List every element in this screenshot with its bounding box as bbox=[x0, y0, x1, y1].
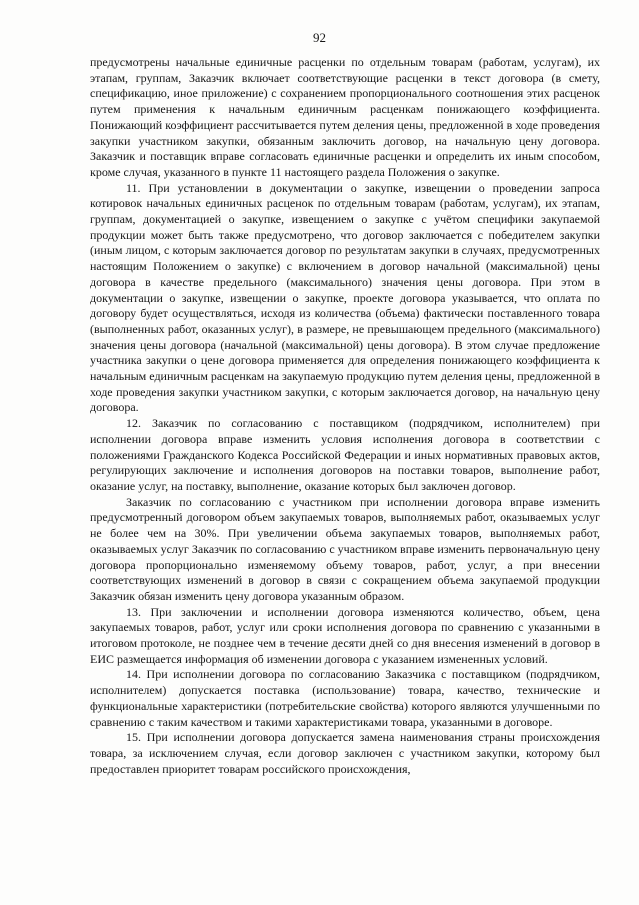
document-body bbox=[90, 55, 600, 777]
paragraph-11: 11. При установлении в документации о закупке, извещении о проведении запроса котировок начальных единичных расценок по отдельным товарам (работам, услугам), их этапам, группам, документацией о закупке, извещением о закупке с учётом специфики закупаемой продукции может быть также предусмотрено, что договор заключается с победителем закупки (иным лицом, с которым заключается договор по результатам закупки в случаях, предусмотренных настоящим Положением о закупке) с включением в договор начальной (максимальной) цены договора в качестве предельного (максимального) значения цены договора. При этом в документации о закупке, извещении о закупке, проекте договора указывается, что оплата по договору будет осуществляться, исходя из количества (объема) фактически поставленного товара (выполненных работ, оказанных услуг), в размере, не превышающем предельного (максимального) значения цены договора (начальной (максимальной) цены договора). В этом случае предложение участника закупки о цене договора применяется для определения понижающего коэффициента к начальным единичным расценкам на закупаемую продукцию путем деления цены, предложенной в ходе проведения закупки участником закупки, с которым заключается договор, на начальную цену договора. bbox=[90, 180, 600, 415]
paragraph-13: 13. При заключении и исполнении договора изменяются количество, объем, цена закупаемых товаров, работ, услуг или сроки исполнения договора по сравнению с указанными в итоговом протоколе, не позднее чем в течение десяти дней со дня внесения изменений в договор в ЕИС размещается информация об изменении договора с указанием измененных условий. bbox=[90, 604, 600, 666]
paragraph-15: 15. При исполнении договора допускается замена наименования страны происхождения товара, за исключением случая, если договор заключен с участником закупки, которому был предоставлен приоритет товарам российского происхождения, bbox=[90, 730, 600, 776]
page-number: 92 bbox=[313, 30, 326, 45]
paragraph-continuation: предусмотрены начальные единичные расценки по отдельным товарам (работам, услугам), их этапам, группам, Заказчик включает соответствующие расценки в текст договора (в смету, спецификацию, иное приложение) с сохранением пропорционального соотношения этих расценок путем применения к начальным единичным расценкам понижающего коэффициента. Понижающий коэффициент рассчитывается путем деления цены, предложенной в ходе проведения закупки участником закупки, обязанным заключить договор, на начальную цену договора. Заказчик и поставщик вправе согласовать единичные расценки и определить их иным способом, кроме случая, указанного в пункте 11 настоящего раздела Положения о закупке. bbox=[90, 55, 600, 179]
paragraph-14: 14. При исполнении договора по согласованию Заказчика с поставщиком (подрядчиком, исполнителем) допускается поставка (использование) товара, качество, технические и функциональные характеристики (потребительские свойства) которого являются улучшенными по сравнению с таким качеством и такими характеристиками товара, указанными в договоре. bbox=[90, 667, 600, 729]
paragraph-12-volume-change: Заказчик по согласованию с участником при исполнении договора вправе изменить предусмотренный договором объем закупаемых товаров, выполняемых работ, оказываемых услуг не более чем на 30%. При увеличении объема закупаемых товаров, выполняемых работ, оказываемых услуг Заказчик по согласованию с участником вправе изменить первоначальную цену договора пропорционально изменяемому объему товаров, работ, услуг, а при внесении соответствующих изменений в договор в связи с сокращением объема закупаемой продукции Заказчик обязан изменить цену договора указанным образом. bbox=[90, 494, 600, 603]
paragraph-12: 12. Заказчик по согласованию с поставщиком (подрядчиком, исполнителем) при исполнении договора вправе изменить условия исполнения договора в соответствии с положениями Гражданского Кодекса Российской Федерации и иных нормативных правовых актов, регулирующих заключение и исполнения договоров на поставки товаров, выполнение работ, оказание услуг, на поставку, выполнение, оказание которых был заключен договор. bbox=[90, 416, 600, 493]
